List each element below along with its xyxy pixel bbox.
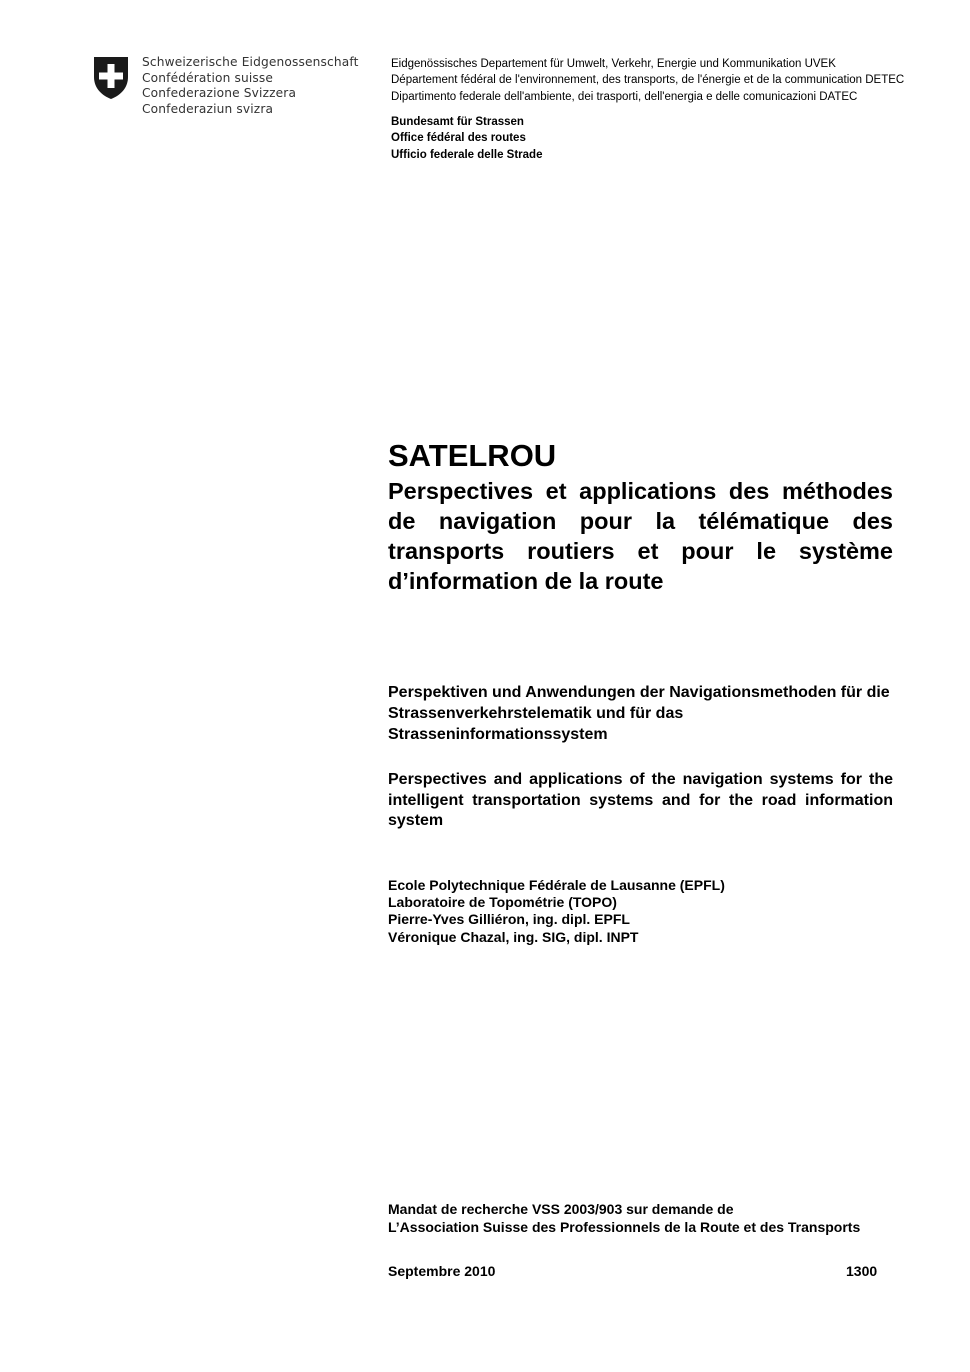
author-laboratory: Laboratoire de Topométrie (TOPO) <box>388 894 617 911</box>
department-line-it: Dipartimento federale dell'ambiente, dei trasporti, dell'energia e delle comunicazioni DATEC <box>391 90 858 103</box>
office-line-it: Ufficio federale delle Strade <box>391 148 543 161</box>
mandate-line: Mandat de recherche VSS 2003/903 sur demande de <box>388 1201 734 1217</box>
report-title: SATELROU <box>388 438 557 473</box>
office-line-fr: Office fédéral des routes <box>391 132 526 145</box>
department-header <box>391 56 904 105</box>
mandate-block <box>388 1201 860 1236</box>
confederation-name-de: Schweizerische Eidgenossenschaft <box>142 55 359 69</box>
office-header <box>391 114 542 163</box>
confederation-name-it: Confederazione Svizzera <box>142 86 297 100</box>
subtitle-german: Perspektiven und Anwendungen der Navigationsmethoden für die Strassenverkehrstelematik und für das Strasseninformationssystem <box>388 684 890 743</box>
department-line-de: Eidgenössisches Departement für Umwelt, Verkehr, Energie und Kommunikation UVEK <box>391 58 836 70</box>
confederation-names <box>142 55 359 117</box>
author-name: Véronique Chazal, ing. SIG, dipl. INPT <box>388 928 639 945</box>
office-line-de: Bundesamt für Strassen <box>391 116 524 128</box>
author-name: Pierre-Yves Gilliéron, ing. dipl. EPFL <box>388 911 630 928</box>
subtitle-english: Perspectives and applications of the navigation systems for the intelligent transportation systems and for the road information system <box>388 771 893 829</box>
subtitle-french: Perspectives et applications des méthodes de navigation pour la télématique des transports routiers et pour le système d’information de la route <box>388 478 893 594</box>
department-line-fr: Département fédéral de l'environnement, des transports, de l'énergie et de la communication DETEC <box>391 74 905 87</box>
confederation-name-rm: Confederaziun svizra <box>142 101 274 116</box>
publication-date: Septembre 2010 <box>388 1263 496 1279</box>
authors-block <box>388 877 725 946</box>
swiss-shield-icon <box>92 55 130 101</box>
author-institution: Ecole Polytechnique Fédérale de Lausanne (EPFL) <box>388 877 725 893</box>
report-number: 1300 <box>846 1263 878 1279</box>
confederation-name-fr: Confédération suisse <box>142 70 274 85</box>
mandate-line: L’Association Suisse des Professionnels de la Route et des Transports <box>388 1218 861 1235</box>
